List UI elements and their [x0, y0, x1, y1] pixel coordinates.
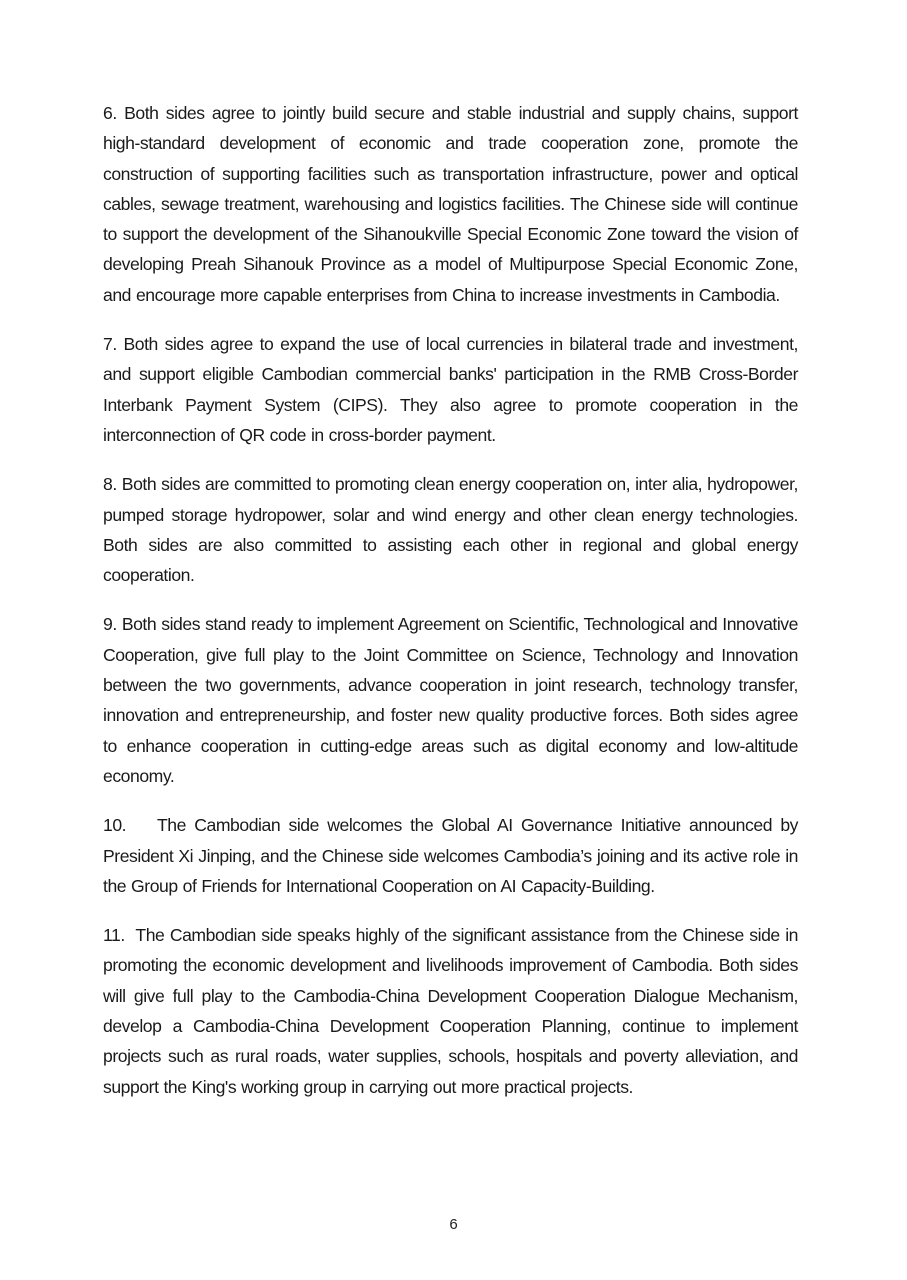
paragraph-text: Both sides stand ready to implement Agreement on Scientific, Technological and Innovative Cooperation, give full play to the Joint Committee on Science, Technology and Innovation between the two governments, advance cooperation in joint research, technology transfer, innovation and entrepreneurship, and foster new quality productive forces. Both sides agree to enhance cooperation in cutting-edge areas such as digital economy and low-altitude economy. — [103, 614, 798, 786]
paragraph-number: 9. — [103, 614, 117, 635]
document-body — [103, 98, 798, 1121]
paragraph-text: Both sides are committed to promoting clean energy cooperation on, inter alia, hydropower, pumped storage hydropower, solar and wind energy and other clean energy technologies. Both sides are also committed to assisting each other in regional and global energy cooperation. — [103, 474, 798, 586]
paragraph-text: The Cambodian side speaks highly of the significant assistance from the Chinese side in promoting the economic development and livelihoods improvement of Cambodia. Both sides will give full play to the Cambodia-China Development Cooperation Dialogue Mechanism, develop a Cambodia-China Development Cooperation Planning, continue to implement projects such as rural roads, water supplies, schools, hospitals and poverty alleviation, and support the King's working group in carrying out more practical projects. — [103, 925, 799, 1097]
paragraph-number: 10. — [103, 815, 127, 836]
paragraph-text: The Cambodian side welcomes the Global AI Governance Initiative announced by President Xi Jinping, and the Chinese side welcomes Cambodia’s joining and its active role in the Group of Friends for International Cooperation on AI Capacity-Building. — [103, 815, 798, 896]
paragraph-text: Both sides agree to expand the use of local currencies in bilateral trade and investment, and support eligible Cambodian commercial banks' participation in the RMB Cross-Border Interbank Payment System (CIPS). They also agree to promote cooperation in the interconnection of QR code in cross-border payment. — [103, 334, 798, 445]
paragraph-number: 11. — [103, 925, 125, 946]
paragraph-8 — [103, 469, 798, 590]
paragraph-10 — [103, 810, 798, 901]
paragraph-number: 6. — [103, 103, 117, 123]
paragraph-11 — [103, 920, 798, 1102]
page-number: 6 — [449, 1216, 458, 1233]
paragraph-6 — [103, 98, 798, 310]
paragraph-text: Both sides agree to jointly build secure and stable industrial and supply chains, support high-standard development of economic and trade cooperation zone, promote the construction of supporting facilities such as transportation infrastructure, power and optical cables, sewage treatment, warehousing and logistics facilities. The Chinese side will continue to support the development of the Sihanoukville Special Economic Zone toward the vision of developing Preah Sihanouk Province as a model of Multipurpose Special Economic Zone, and encourage more capable enterprises from China to increase investments in Cambodia. — [103, 103, 798, 305]
paragraph-number: 8. — [103, 474, 117, 495]
paragraph-9 — [103, 609, 798, 791]
paragraph-number: 7. — [103, 334, 117, 355]
paragraph-7 — [103, 329, 798, 450]
